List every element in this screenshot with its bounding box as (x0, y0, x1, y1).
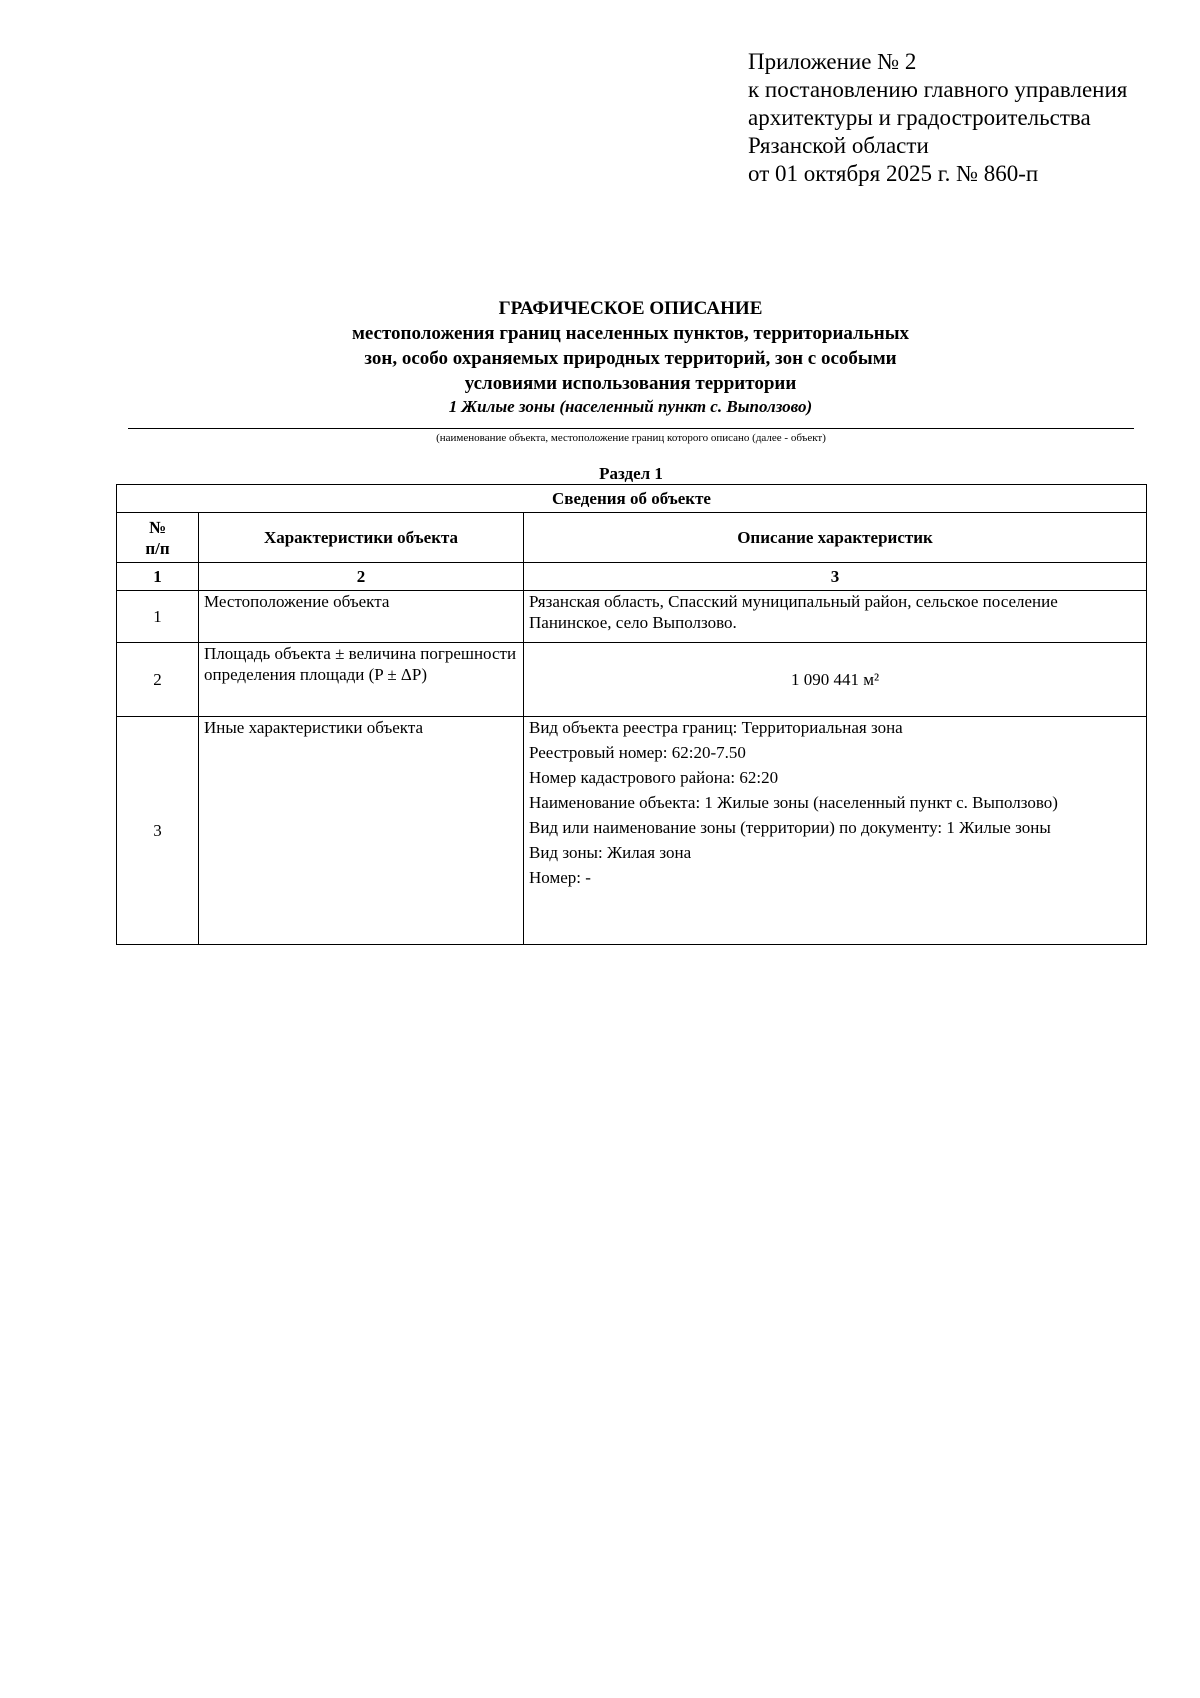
column-number: 2 (199, 563, 524, 591)
appendix-block (748, 48, 1127, 188)
document-subtitle-line: местоположения границ населенных пунктов, территориальных (351, 323, 910, 344)
description-line: Вид или наименование зоны (территории) по документу: 1 Жилые зоны (529, 818, 1051, 837)
object-name: 1 Жилые зоны (населенный пункт с. Выползово) (448, 397, 813, 416)
header-num-line: п/п (145, 538, 170, 558)
header-num-line: № (148, 517, 167, 537)
object-name-underline (128, 428, 1134, 429)
table-title: Сведения об объекте (117, 485, 1147, 513)
header-description: Описание характеристик (524, 513, 1147, 563)
appendix-line: архитектуры и градостроительства (748, 105, 1091, 130)
appendix-line: Приложение № 2 (748, 49, 917, 74)
row-description: Рязанская область, Спасский муниципальный район, сельское поселение Панинское, село Выползово. (524, 591, 1147, 643)
object-info-table (116, 484, 1147, 945)
description-line: Номер кадастрового района: 62:20 (529, 768, 779, 787)
column-number: 3 (524, 563, 1147, 591)
row-num: 1 (117, 591, 199, 643)
table-row (117, 643, 1147, 717)
row-num: 2 (117, 643, 199, 717)
table-header-row (117, 513, 1147, 563)
header-characteristic: Характеристики объекта (199, 513, 524, 563)
appendix-line: от 01 октября 2025 г. № 860-п (748, 161, 1039, 186)
object-name-caption: (наименование объекта, местоположение границ которого описано (далее - объект) (436, 432, 826, 444)
description-line: Номер: - (529, 868, 591, 887)
row-description: 1 090 441 м² (524, 643, 1147, 717)
document-subtitle-line: условиями использования территории (464, 373, 797, 394)
description-line: Вид объекта реестра границ: Территориальная зона (529, 718, 903, 737)
column-number: 1 (117, 563, 199, 591)
appendix-line: Рязанской области (748, 133, 929, 158)
table-row (117, 591, 1147, 643)
table-row (117, 717, 1147, 945)
row-characteristic: Площадь объекта ± величина погрешности определения площади (P ± ΔP) (199, 643, 524, 717)
header-num (117, 513, 199, 563)
document-title-block (128, 297, 1133, 418)
appendix-line: к постановлению главного управления (748, 77, 1128, 102)
column-number-row (117, 563, 1147, 591)
row-num: 3 (117, 717, 199, 945)
table-title-row (117, 485, 1147, 513)
section-title: Раздел 1 (599, 464, 663, 483)
document-subtitle-line: зон, особо охраняемых природных территорий, зон с особыми (364, 348, 897, 369)
row-description (524, 717, 1147, 945)
description-line: Наименование объекта: 1 Жилые зоны (населенный пункт с. Выползово) (529, 793, 1058, 812)
description-line: Реестровый номер: 62:20-7.50 (529, 743, 746, 762)
row-characteristic: Иные характеристики объекта (199, 717, 524, 945)
row-characteristic: Местоположение объекта (199, 591, 524, 643)
document-title: ГРАФИЧЕСКОЕ ОПИСАНИЕ (498, 298, 763, 319)
description-line: Вид зоны: Жилая зона (529, 843, 692, 862)
